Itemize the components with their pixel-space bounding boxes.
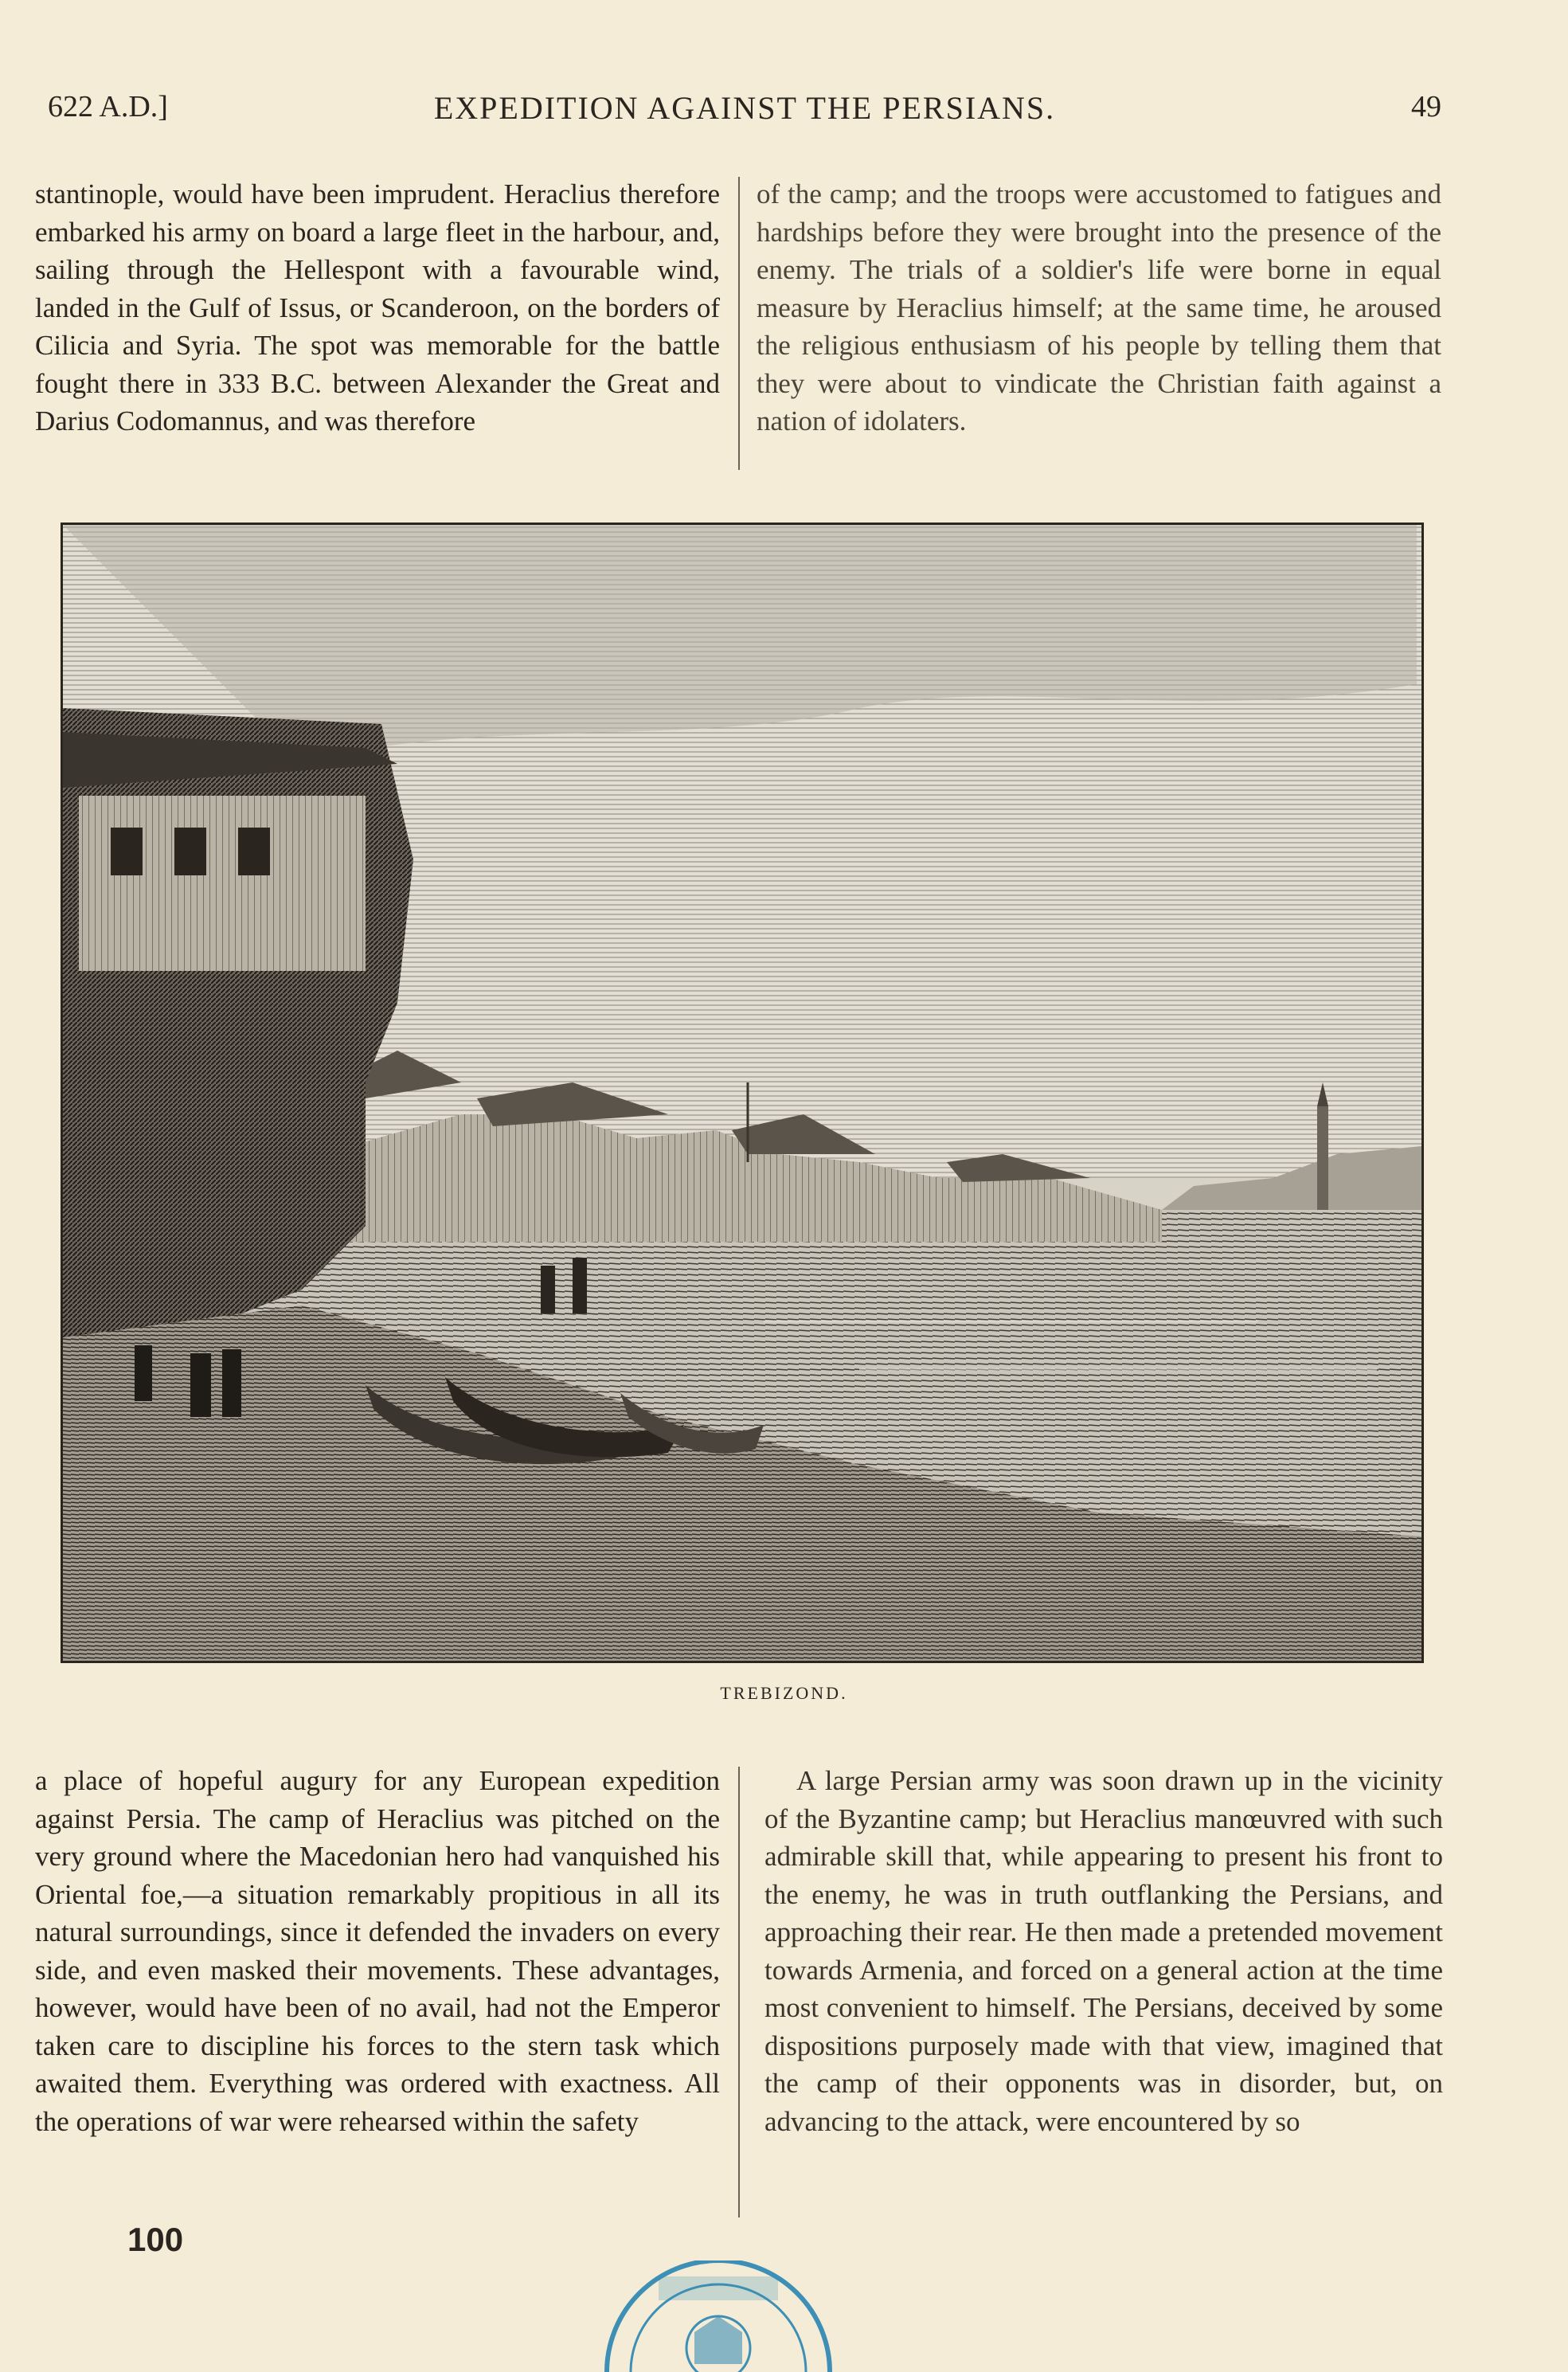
paragraph: A large Persian army was soon drawn up in the vicinity of the Byzantine camp; but Heraclius manœuvred with such admirable skill that, while appearing to present his front to the enemy, he was in truth outflanking the Persians, and approaching their rear. He then made a pretended movement towards Armenia, and forced on a general action at the time most convenient to himself. The Persians, deceived by some dispositions purposely made with that view, imagined that the camp of their opponents was in disorder, but, on advancing to the attack, were encountered by so bbox=[764, 1765, 1443, 2137]
stamp-lettering bbox=[659, 2276, 778, 2300]
figure-person bbox=[222, 1349, 241, 1417]
text-column-top-left bbox=[35, 175, 720, 440]
figure-caption: TREBIZOND. bbox=[720, 1683, 848, 1703]
window bbox=[111, 828, 143, 875]
paragraph: a place of hopeful augury for any European expedition against Persia. The camp of Heraclius was pitched on the very ground where the Macedonian hero had vanquished his Oriental foe,—a situation remarkably propitious in all its natural surroundings, since it defended the invaders on every side, and even masked their movements. These advantages, however, would have been of no avail, had not the Emperor taken care to discipline his forces to the stern task which awaited them. Everything was ordered with exactness. All the operations of war were rehearsed within the safety bbox=[35, 1765, 720, 2137]
running-header bbox=[48, 89, 1441, 137]
header-title: EXPEDITION AGAINST THE PERSIANS. bbox=[433, 90, 1056, 126]
paragraph: stantinople, would have been imprudent. Heraclius therefore embarked his army on board a large fleet in the harbour, and, sailing through the Hellespont with a favourable wind, landed in the Gulf of Issus, or Scanderoon, on the borders of Cilicia and Syria. The spot was memorable for the battle fought there in 333 B.C. between Alexander the Great and Darius Codomannus, and was therefore bbox=[35, 178, 720, 436]
paragraph: of the camp; and the troops were accustomed to fatigues and hardships before they were brought into the presence of the enemy. The trials of a soldier's life were borne in equal measure by Heraclius himself; at the same time, he aroused the religious enthusiasm of his people by telling them that they were about to vindicate the Christian faith against a nation of idolaters. bbox=[757, 178, 1441, 436]
header-page-number: 49 bbox=[1411, 90, 1441, 123]
folio-number: 100 bbox=[127, 2221, 184, 2258]
header-date: 622 A.D.] bbox=[48, 90, 168, 123]
text-column-top-right bbox=[757, 175, 1441, 440]
figure-person bbox=[541, 1266, 555, 1313]
house-upper-floor bbox=[79, 796, 366, 971]
window bbox=[174, 828, 206, 875]
minaret bbox=[1317, 1106, 1328, 1210]
text-column-bottom-left bbox=[35, 1762, 720, 2140]
column-divider bbox=[738, 1767, 740, 2217]
window bbox=[238, 828, 270, 875]
figure-person bbox=[135, 1345, 152, 1401]
trebizond-engraving bbox=[63, 525, 1421, 1661]
engraving-illustration bbox=[61, 523, 1424, 1663]
stamp-shield bbox=[694, 2316, 742, 2364]
figure-person bbox=[190, 1353, 211, 1417]
library-stamp bbox=[591, 2260, 846, 2372]
column-divider bbox=[738, 177, 740, 470]
figure-person bbox=[573, 1258, 587, 1313]
text-column-bottom-right bbox=[764, 1762, 1443, 2140]
